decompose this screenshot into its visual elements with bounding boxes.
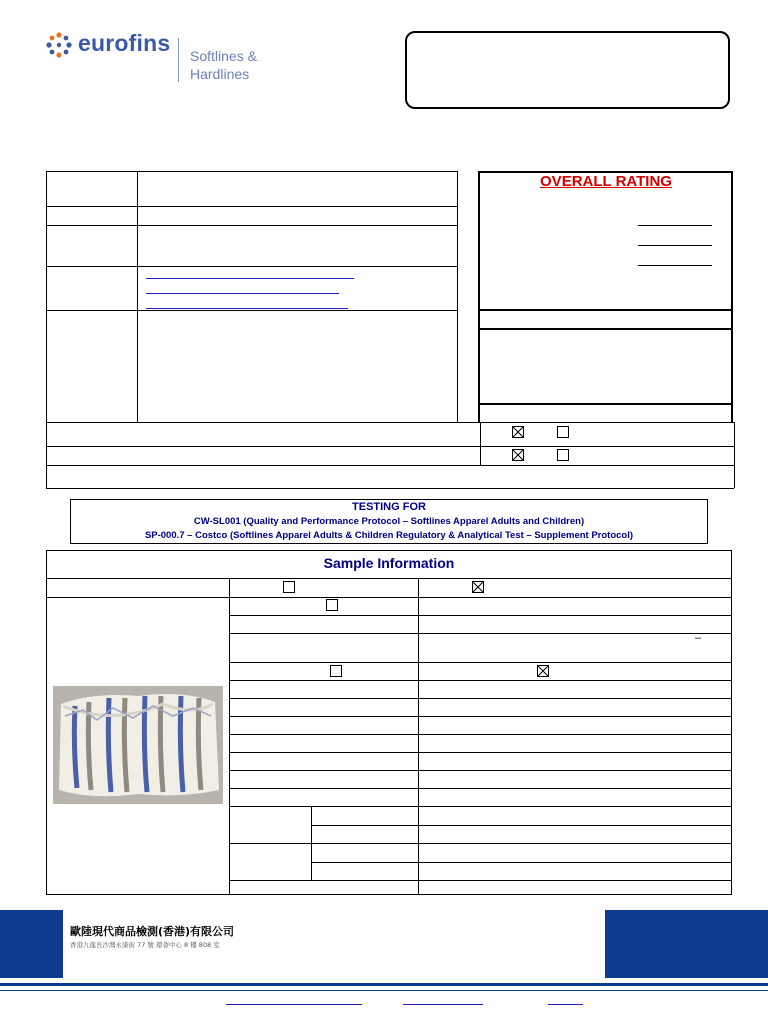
dash-mark: – [695, 632, 702, 644]
footer-band-right [605, 910, 768, 978]
sample-option-b-checkbox[interactable] [472, 581, 484, 593]
row1-no-checkbox[interactable] [557, 426, 569, 438]
sample-information-title: Sample Information [323, 555, 455, 571]
footer-link-email[interactable] [403, 1004, 483, 1005]
eurofins-dots-icon [46, 32, 72, 58]
footer-rule-thin [0, 990, 768, 991]
email-link-3[interactable] [146, 308, 348, 309]
email-link-1[interactable] [146, 278, 354, 279]
row2-no-checkbox[interactable] [557, 449, 569, 461]
overall-rating-title: OVERALL RATING [540, 173, 672, 190]
sample-field-checkbox[interactable] [326, 599, 338, 611]
email-link-2[interactable] [146, 293, 339, 294]
footer-band-left [0, 910, 63, 978]
sample-photo [53, 686, 223, 804]
footer-link-other[interactable] [548, 1004, 583, 1005]
logo-separator [178, 38, 179, 82]
testing-protocol-1: CW-SL001 (Quality and Performance Protocol – Softlines Apparel Adults and Children) [193, 516, 585, 527]
sample-type-b-checkbox[interactable] [537, 665, 549, 677]
sample-option-a-checkbox[interactable] [283, 581, 295, 593]
report-reference-box [405, 31, 730, 109]
footer-rule-thick [0, 983, 768, 986]
logo-wordmark: eurofins [78, 30, 171, 56]
logo-subtitle-line1: Softlines & [190, 48, 257, 64]
testing-protocol-2: SP-000.7 – Costco (Softlines Apparel Adults & Children Regulatory & Analytical Test – Supplement Protocol) [144, 530, 634, 541]
logo-subtitle-line2: Hardlines [190, 66, 250, 82]
sample-type-a-checkbox[interactable] [330, 665, 342, 677]
footer-company-name: 歐陸現代商品檢測(香港)有限公司 [70, 925, 235, 938]
row2-yes-checkbox[interactable] [512, 449, 524, 461]
footer-address: 香港九龍長沙灣永康街 77 號 環薈中心 8 樓 808 室 [70, 941, 220, 949]
row1-yes-checkbox[interactable] [512, 426, 524, 438]
footer-link-website[interactable] [226, 1004, 362, 1005]
testing-for-title: TESTING FOR [352, 501, 426, 513]
